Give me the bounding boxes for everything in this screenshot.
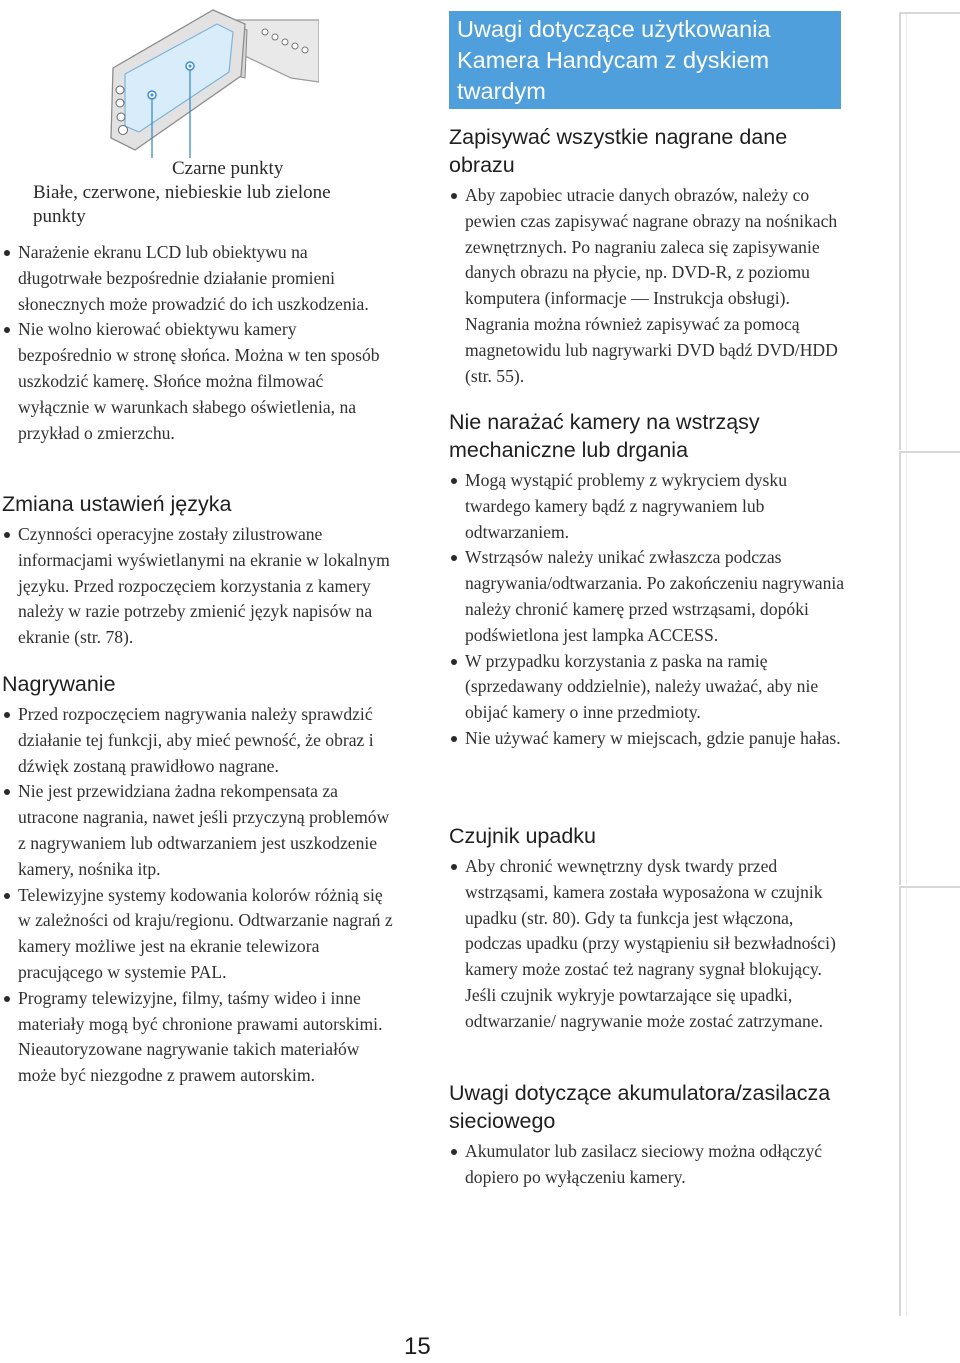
list-item: W przypadku korzystania z paska na ramię (sprzedawany oddzielnie), należy uważać, aby nie obijać kamery o inne przedmioty.: [449, 649, 845, 726]
section-heading: Nagrywanie: [2, 672, 116, 696]
section-heading: Zapisywać wszystkie nagrane dane obrazu: [449, 125, 788, 177]
language-section: [2, 490, 394, 651]
list-item: Nie wolno kierować obiektywu kamery bezpośrednio w stronę słońca. Można w ten sposób uszkodzić kamerę. Słońce można filmować wyłącznie w warunkach słabego oświetlenia, na przykład o zmierzchu.: [2, 317, 394, 446]
caption-black-points: Czarne punkty: [172, 158, 284, 179]
chapter-banner: Uwagi dotyczące użytkowania Kamera Handycam z dyskiem twardym: [449, 11, 841, 109]
list-item: Akumulator lub zasilacz sieciowy można odłączyć dopiero po wyłączeniu kamery.: [449, 1139, 845, 1191]
save-section: [449, 123, 845, 389]
list-item: Aby chronić wewnętrzny dysk twardy przed wstrząsami, kamera została wyposażona w czujnik upadku (str. 80). Gdy ta funkcja jest włączona, podczas upadku (przy wystąpieniu sił bezwładności) kamery może zostać też nagrany sygnał blokujący. Jeśli czujnik wykryje powtarzające się upadki, odtwarzanie/ nagrywanie może zostać zatrzymane.: [449, 854, 845, 1035]
tab-divider: [906, 453, 907, 885]
intro-notes: [2, 240, 394, 446]
list-item: Nie używać kamery w miejscach, gdzie panuje hałas.: [449, 726, 845, 752]
battery-section: [449, 1079, 845, 1191]
section-heading: Czujnik upadku: [449, 824, 597, 848]
caption-colored-points: Białe, czerwone, niebieskie lub zielone punkty: [33, 182, 331, 227]
section-heading: Nie narażać kamery na wstrząsy mechaniczne lub drgania: [449, 410, 760, 462]
shock-section: [449, 408, 845, 752]
side-tab-1[interactable]: [899, 12, 960, 450]
list-item: Aby zapobiec utracie danych obrazów, należy co pewien czas zapisywać nagrane obrazy na nośnikach zewnętrznych. Po nagraniu zaleca się zapisywanie danych obrazu na płycie, np. DVD-R, z poziomu komputera (informacje — Instrukcja obsługi). Nagrania można również zapisywać za pomocą magnetowidu lub nagrywarki DVD bądź DVD/HDD (str. 55).: [449, 183, 845, 389]
side-tab-3[interactable]: [899, 886, 960, 1316]
list-item: Telewizyjne systemy kodowania kolorów różnią się w zależności od kraju/regionu. Odtwarzanie nagrań z kamery możliwe jest na ekranie telewizora pracującego w systemie PAL.: [2, 883, 394, 986]
list-item: Programy telewizyjne, filmy, taśmy wideo i inne materiały mogą być chronione prawami autorskimi. Nieautoryzowane nagrywanie takich materiałów może być niezgodne z prawem autorskim.: [2, 986, 394, 1089]
list-item: Narażenie ekranu LCD lub obiektywu na długotrwałe bezpośrednie działanie promieni słonecznych może prowadzić do ich uszkodzenia.: [2, 240, 394, 317]
tab-divider: [906, 888, 907, 1316]
list-item: Nie jest przewidziana żadna rekompensata za utracone nagrania, nawet jeśli przyczyną problemów z nagrywaniem lub odtwarzaniem jest uszkodzenie kamery, nośnika itp.: [2, 779, 394, 882]
section-heading: Zmiana ustawień języka: [2, 492, 232, 516]
page-number: 15: [404, 1333, 431, 1360]
drop-sensor-section: [449, 822, 845, 1035]
list-item: Wstrząsów należy unikać zwłaszcza podczas nagrywania/odtwarzania. Po zakończeniu nagrywania należy chronić kamerę przed wstrząsami, dopóki podświetlona jest lampka ACCESS.: [449, 545, 845, 648]
list-item: Czynności operacyjne zostały zilustrowane informacjami wyświetlanymi na ekranie w lokalnym języku. Przed rozpoczęciem korzystania z kamery należy w razie potrzeby zmienić język napisów na ekranie (str. 78).: [2, 522, 394, 651]
list-item: Mogą wystąpić problemy z wykryciem dysku twardego kamery bądź z nagrywaniem lub odtwarzaniem.: [449, 468, 845, 545]
tab-divider: [906, 14, 907, 450]
list-item: Przed rozpoczęciem nagrywania należy sprawdzić działanie tej funkcji, aby mieć pewność, że obraz i dźwięk zostaną prawidłowo nagrane.: [2, 702, 394, 779]
side-tab-2[interactable]: [899, 451, 960, 885]
recording-section: [2, 670, 394, 1089]
section-heading: Uwagi dotyczące akumulatora/zasilacza sieciowego: [449, 1081, 831, 1133]
lcd-screen-illustration: [95, 8, 319, 158]
